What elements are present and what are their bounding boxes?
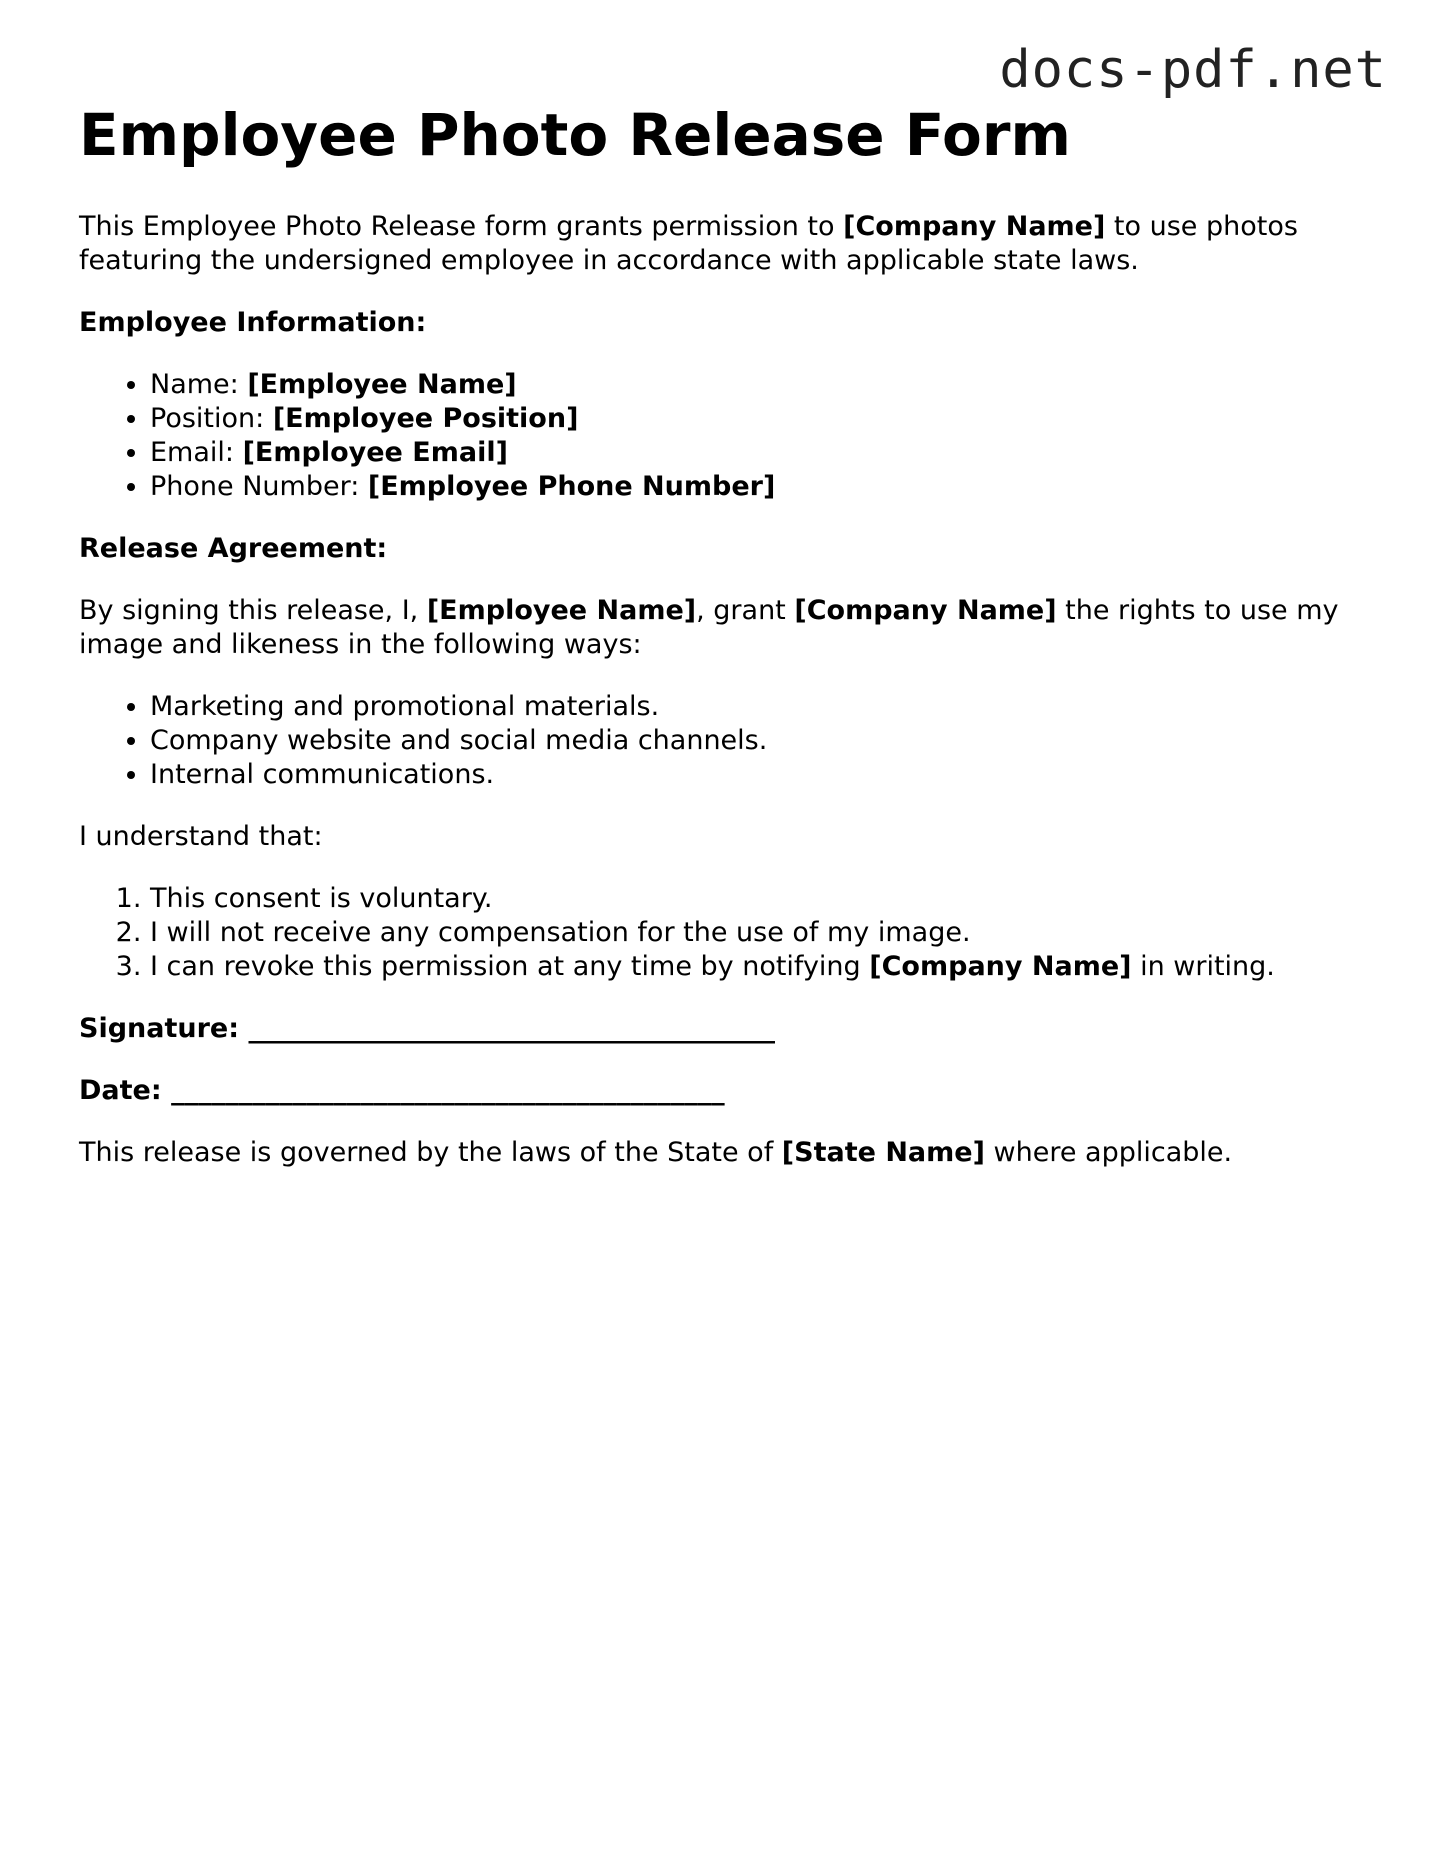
- list-item: [150, 368, 1379, 402]
- company-name-placeholder: [Company Name]: [869, 951, 1132, 982]
- signature-label: Signature:: [79, 1013, 249, 1044]
- list-item: • Marketing and promotional materials.: [150, 690, 1379, 724]
- release-text-2: , grant: [696, 595, 795, 626]
- page-title: Employee Photo Release Form: [79, 101, 1071, 169]
- document-page: [79, 100, 1379, 1198]
- field-value: [Employee Email]: [242, 437, 508, 468]
- state-name-placeholder: [State Name]: [781, 1137, 985, 1168]
- employee-info-heading: Employee Information:: [79, 307, 427, 338]
- signature-field[interactable]: [79, 1012, 1379, 1046]
- field-label: Email:: [150, 437, 243, 468]
- intro-text-after: to use photos featuring the undersigned employee in accordance with applicable state laws.: [79, 211, 1298, 276]
- company-name-placeholder: [Company Name]: [794, 595, 1057, 626]
- list-item: [150, 436, 1379, 470]
- revoke-text-before: I can revoke this permission at any time by notifying: [150, 951, 870, 982]
- employee-name-placeholder: [Employee Name]: [426, 595, 697, 626]
- governing-text-after: where applicable.: [984, 1137, 1233, 1168]
- field-label: Name:: [150, 369, 248, 400]
- field-value: [Employee Name]: [247, 369, 517, 400]
- list-item: • Internal communications.: [150, 758, 1379, 792]
- release-text-1: By signing this release, I,: [79, 595, 427, 626]
- field-value: [Employee Position]: [272, 403, 579, 434]
- release-text-3: the rights to use my image and likeness in the following ways:: [79, 595, 1339, 660]
- list-item: [150, 950, 1379, 984]
- list-item: 2. I will not receive any compensation for the use of my image.: [150, 916, 1379, 950]
- watermark-logo: docs-pdf.net: [999, 40, 1387, 100]
- company-name-placeholder: [Company Name]: [843, 211, 1106, 242]
- governing-law-paragraph: [79, 1136, 1379, 1170]
- release-agreement-heading: Release Agreement:: [79, 533, 388, 564]
- list-item: 1. This consent is voluntary.: [150, 882, 1379, 916]
- field-label: Position:: [150, 403, 273, 434]
- date-field[interactable]: [79, 1074, 1379, 1108]
- list-item: • Company website and social media channels.: [150, 724, 1379, 758]
- date-line[interactable]: _________________________________________: [171, 1075, 725, 1106]
- intro-text-before: This Employee Photo Release form grants permission to: [79, 211, 844, 242]
- date-label: Date:: [79, 1075, 172, 1106]
- list-item: [150, 402, 1379, 436]
- release-paragraph: [79, 594, 1379, 662]
- field-label: Phone Number:: [150, 471, 368, 502]
- intro-paragraph: [79, 210, 1379, 278]
- employee-info-list: [79, 368, 1379, 504]
- understanding-intro: I understand that:: [79, 821, 323, 852]
- revoke-text-after: in writing.: [1131, 951, 1275, 982]
- list-item: [150, 470, 1379, 504]
- understanding-list: [79, 882, 1379, 984]
- usage-list: [79, 690, 1379, 792]
- field-value: [Employee Phone Number]: [367, 471, 776, 502]
- signature-line[interactable]: _______________________________________: [248, 1013, 775, 1044]
- governing-text-before: This release is governed by the laws of the State of: [79, 1137, 782, 1168]
